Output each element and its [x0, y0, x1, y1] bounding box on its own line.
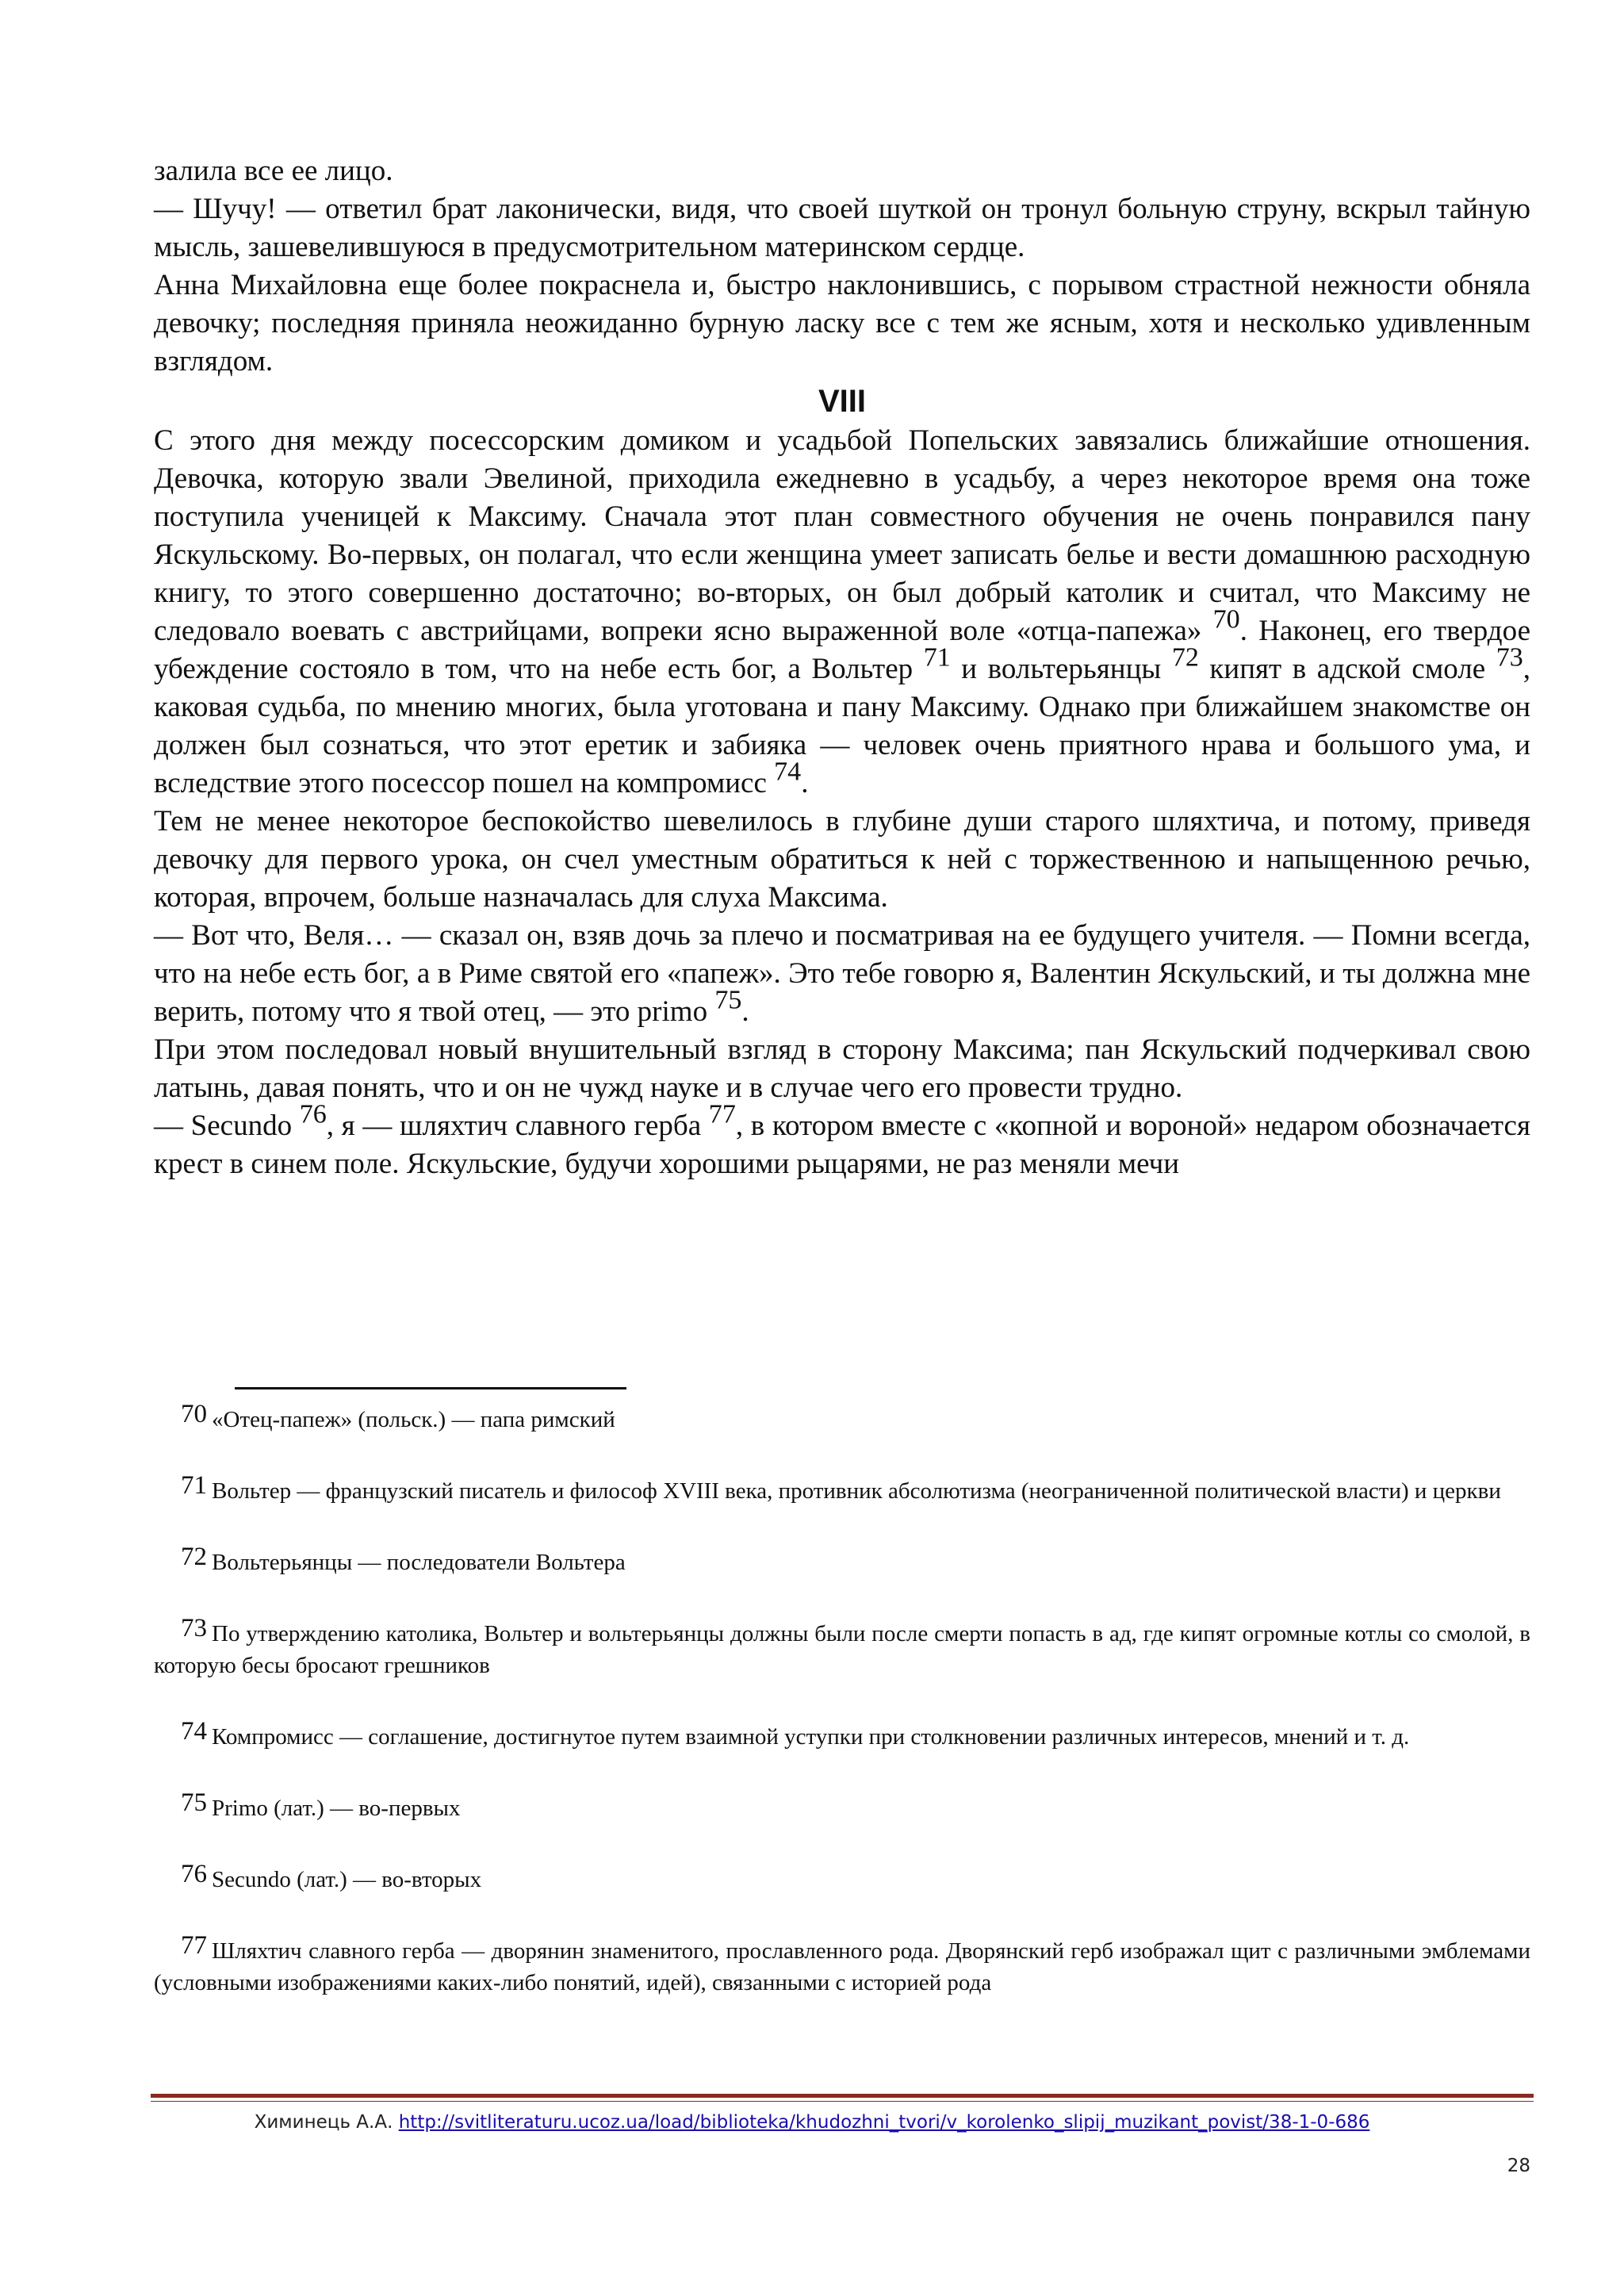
footnote-number: 77: [181, 1931, 207, 1960]
footnote-ref-70[interactable]: 70: [1212, 604, 1240, 634]
footnote-74: [154, 1717, 1530, 1753]
paragraph: При этом последовал новый внушительный взгляд в сторону Максима; пан Яскульский подчеркивал свою латынь, давая понять, что и он не чужд науке и в случае чего его провести трудно.: [154, 1033, 1530, 1104]
paragraph: [154, 1099, 1530, 1183]
text-run: кипят в адской смоле: [1198, 653, 1496, 685]
footnote-ref-75[interactable]: 75: [714, 985, 742, 1015]
footnote-text: Компромисс — соглашение, достигнутое путем взаимной уступки при столкновении различных интересов, мнений и т. д.: [212, 1724, 1410, 1750]
footnote-ref-72[interactable]: 72: [1171, 642, 1199, 673]
footnotes: [154, 1400, 1530, 2038]
text-run: , я — шляхтич славного герба: [326, 1110, 709, 1142]
footnote-text: Шляхтич славного герба — дворянин знаменитого, прославленного рода. Дворянский герб изображал щит с различными эмблемами (условными изображениями каких-либо понятий, идей), связанными с историей рода: [154, 1938, 1530, 1995]
paragraph: Анна Михайловна еще более покраснела и, быстро наклонившись, с порывом страстной нежности обняла девочку; последняя приняла неожиданно бурную ласку все с тем же ясным, хотя и несколько удивленным взглядом.: [154, 269, 1530, 378]
footnote-70: [154, 1400, 1530, 1435]
footnote-separator: [235, 1387, 626, 1389]
footnote-text: По утверждению католика, Вольтер и вольтерьянцы должны были после смерти попасть в ад, где кипят огромные котлы со смолой, в которую бесы бросают грешников: [154, 1621, 1530, 1678]
footnote-number: 72: [181, 1543, 207, 1571]
footnote-ref-77[interactable]: 77: [708, 1099, 736, 1129]
footnote-text: Вольтер — французский писатель и философ XVIII века, противник абсолютизма (неограниченной политической власти) и церкви: [212, 1478, 1501, 1504]
footnote-72: [154, 1543, 1530, 1578]
footer-author: Химинець А.А.: [254, 2112, 393, 2133]
page-footer: [0, 2110, 1624, 2135]
text-run: и вольтерьянцы: [950, 653, 1172, 685]
paragraph: Тем не менее некоторое беспокойство шевелилось в глубине души старого шляхтича, и потому, приведя девочку для первого урока, он счел уместным обратиться к ней с торжественною и напыщенною речью, которая, впрочем, больше назначалась для слуха Максима.: [154, 805, 1530, 914]
footer-rule: [151, 2094, 1534, 2098]
text-run: С этого дня между посессорским домиком и усадьбой Попельских завязались ближайшие отношения. Девочка, которую звали Эвелиной, приходила ежедневно в усадьбу, а через некоторое время она тоже поступила ученицей к Максиму. Сначала этот план совместного обучения не очень понравился пану Яскульскому. Во-первых, он полагал, что если женщина умеет записать белье и вести домашнюю расходную книгу, то этого совершенно достаточно; во-вторых, он был добрый католик и считал, что Максиму не следовало воевать с австрийцами, вопреки ясно выраженной воле «отца-папежа»: [154, 424, 1530, 647]
footer-rule-thin: [151, 2101, 1534, 2102]
footnote-ref-73[interactable]: 73: [1496, 642, 1523, 673]
chapter-heading: VIII: [818, 384, 867, 419]
footnote-text: «Отец-папеж» (польск.) — папа римский: [212, 1407, 615, 1432]
footnote-number: 73: [181, 1614, 207, 1642]
text-run: , в котором вместе с «копной и вороной» недаром обозначается крест в синем поле. Яскульские, будучи хорошими рыцарями, не раз меняли мечи: [154, 1110, 1530, 1180]
paragraph: — Шучу! — ответил брат лаконически, видя, что своей шуткой он тронул больную струну, вскрыл тайную мысль, зашевелившуюся в предусмотрительном материнском сердце.: [154, 193, 1530, 263]
page-number: 28: [1507, 2156, 1530, 2176]
footnote-76: [154, 1860, 1530, 1895]
text-run: .: [801, 767, 809, 799]
paragraph: залила все ее лицо.: [154, 155, 393, 187]
footnote-ref-71[interactable]: 71: [923, 642, 951, 673]
footnote-ref-74[interactable]: 74: [774, 757, 802, 787]
footnote-77: [154, 1931, 1530, 1999]
footnote-text: Вольтерьянцы — последователи Вольтера: [212, 1550, 626, 1575]
footnote-number: 70: [181, 1400, 207, 1428]
paragraph: [154, 917, 1530, 1031]
text-run: , каковая судьба, по мнению многих, была уготована и пану Максиму. Однако при ближайшем знакомстве он должен был сознаться, что этот еретик и забияка — человек очень приятного нрава и большого ума, и вследствие этого посессор пошел на компромисс: [154, 653, 1531, 799]
footnote-75: [154, 1788, 1530, 1824]
footnote-71: [154, 1471, 1530, 1507]
footnote-text: Primo (лат.) — во-первых: [212, 1796, 461, 1821]
paragraph: [154, 422, 1530, 803]
source-link[interactable]: http://svitliteraturu.ucoz.ua/load/biblioteka/khudozhni_tvori/v_korolenko_slipij_muzikant_povist/38-1-0-686: [398, 2112, 1370, 2133]
footnote-number: 75: [181, 1788, 207, 1817]
footnote-ref-76[interactable]: 76: [299, 1099, 327, 1129]
footnote-73: [154, 1614, 1530, 1681]
text-run: .: [741, 995, 749, 1028]
footnote-number: 74: [181, 1717, 207, 1746]
text-run: . Наконец, его твердое убеждение состояло в том, что на небе есть бог, а Вольтер: [154, 615, 1530, 685]
text-run: — Secundo: [154, 1110, 300, 1142]
footnote-number: 71: [181, 1471, 207, 1500]
footnote-text: Secundo (лат.) — во-вторых: [212, 1867, 482, 1892]
text-run: — Вот что, Веля… — сказал он, взяв дочь за плечо и посматривая на ее будущего учителя. — Помни всегда, что на небе есть бог, а в Риме святой его «папеж». Это тебе говорю я, Валентин Яскульский, и ты должна мне верить, потому что я твой отец, — это primo: [154, 919, 1530, 1028]
footnote-number: 76: [181, 1860, 207, 1888]
main-text: [154, 152, 1530, 1183]
